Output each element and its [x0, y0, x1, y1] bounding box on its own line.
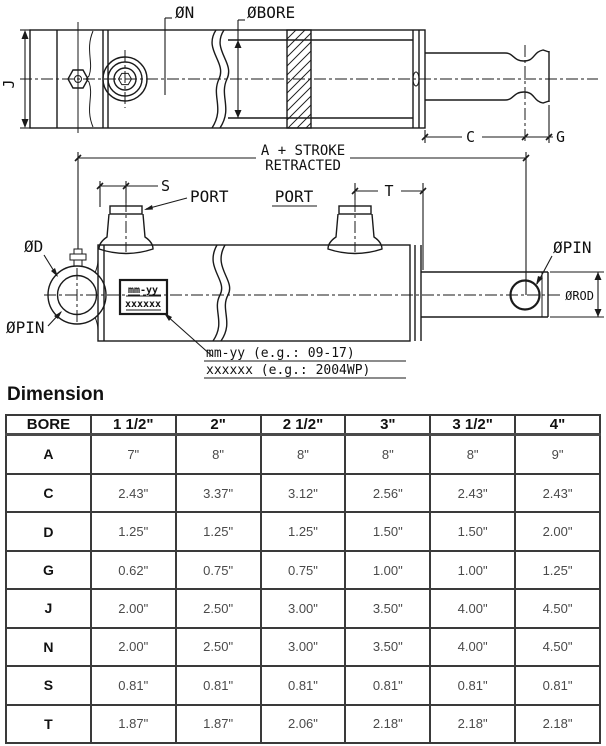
section-title: Dimension — [7, 384, 105, 405]
table-cell: 1.25" — [261, 512, 346, 550]
label-dia-n: ØN — [175, 3, 195, 22]
table-cell: 8" — [176, 435, 261, 474]
table-cell: 2.18" — [430, 705, 515, 743]
side-view-geometry — [44, 200, 560, 341]
table-cell: 0.75" — [176, 551, 261, 589]
table-cell: 0.81" — [515, 666, 600, 704]
table-cell: 8" — [345, 435, 430, 474]
note-line2: xxxxxx (e.g.: 2004WP) — [206, 363, 371, 378]
table-cell: 3.50" — [345, 589, 430, 627]
table-header-cell: 2" — [176, 415, 261, 435]
table-cell: 1.00" — [345, 551, 430, 589]
table-cell: 1.50" — [345, 512, 430, 550]
table-cell: 0.81" — [176, 666, 261, 704]
table-row — [6, 435, 600, 474]
table-header-cell: 3" — [345, 415, 430, 435]
label-dia-bore: ØBORE — [247, 3, 296, 22]
table-cell: 2.50" — [176, 589, 261, 627]
table-cell: 0.81" — [261, 666, 346, 704]
table-cell: 4.00" — [430, 589, 515, 627]
table-cell: 1.25" — [91, 512, 176, 550]
label-dia-d: ØD — [24, 237, 44, 256]
table-cell: 9" — [515, 435, 600, 474]
table-cell: 2.06" — [261, 705, 346, 743]
label-dim-t: T — [384, 182, 394, 200]
table-cell: 8" — [430, 435, 515, 474]
table-header-cell: 2 1/2" — [261, 415, 346, 435]
label-dim-s: S — [161, 177, 171, 195]
table-cell: 4.50" — [515, 589, 600, 627]
table-header-cell: 4" — [515, 415, 600, 435]
table-cell: 0.81" — [345, 666, 430, 704]
table-header-row — [6, 415, 600, 435]
row-label-cell: G — [6, 551, 91, 589]
table-cell: 2.00" — [91, 628, 176, 666]
table-cell: 1.25" — [515, 551, 600, 589]
dimension-table — [5, 414, 601, 744]
table-cell: 2.43" — [91, 474, 176, 512]
label-dim-g: G — [556, 128, 566, 146]
label-port-right: PORT — [274, 187, 314, 206]
table-row — [6, 551, 600, 589]
top-view-geometry — [20, 22, 598, 143]
note-line1: mm-yy (e.g.: 09-17) — [206, 346, 355, 361]
label-dia-pin-right: ØPIN — [553, 238, 592, 257]
table-cell: 0.81" — [91, 666, 176, 704]
table-cell: 2.00" — [515, 512, 600, 550]
label-dia-rod: ØROD — [565, 289, 594, 303]
table-cell: 3.12" — [261, 474, 346, 512]
table-cell: 2.18" — [345, 705, 430, 743]
table-cell: 7" — [91, 435, 176, 474]
table-header-cell: BORE — [6, 415, 91, 435]
row-label-cell: T — [6, 705, 91, 743]
table-cell: 4.50" — [515, 628, 600, 666]
row-label-cell: A — [6, 435, 91, 474]
table-cell: 1.87" — [91, 705, 176, 743]
table-cell: 1.00" — [430, 551, 515, 589]
table-cell: 1.25" — [176, 512, 261, 550]
table-row — [6, 628, 600, 666]
row-label-cell: C — [6, 474, 91, 512]
table-cell: 2.43" — [430, 474, 515, 512]
label-retracted: RETRACTED — [265, 158, 341, 174]
row-label-cell: S — [6, 666, 91, 704]
table-cell: 2.56" — [345, 474, 430, 512]
table-cell: 1.87" — [176, 705, 261, 743]
side-view-dimensions — [6, 177, 604, 378]
row-label-cell: J — [6, 589, 91, 627]
table-header-cell: 3 1/2" — [430, 415, 515, 435]
label-dia-pin-left: ØPIN — [6, 318, 45, 337]
row-label-cell: N — [6, 628, 91, 666]
tag-line2: xxxxxx — [124, 299, 162, 310]
table-cell: 2.50" — [176, 628, 261, 666]
label-dim-j: J — [0, 79, 18, 89]
table-cell: 2.18" — [515, 705, 600, 743]
table-row — [6, 589, 600, 627]
label-port-left: PORT — [190, 187, 229, 206]
table-cell: 1.50" — [430, 512, 515, 550]
table-cell: 4.00" — [430, 628, 515, 666]
table-cell: 3.00" — [261, 628, 346, 666]
id-tag — [120, 280, 167, 314]
table-cell: 3.37" — [176, 474, 261, 512]
table-row — [6, 705, 600, 743]
table-cell: 0.62" — [91, 551, 176, 589]
table-cell: 2.43" — [515, 474, 600, 512]
table-cell: 0.75" — [261, 551, 346, 589]
table-row — [6, 474, 600, 512]
tag-line1: mm-yy — [127, 285, 159, 296]
table-cell: 8" — [261, 435, 346, 474]
label-dim-c: C — [466, 128, 476, 146]
row-label-cell: D — [6, 512, 91, 550]
table-cell: 0.81" — [430, 666, 515, 704]
table-cell: 2.00" — [91, 589, 176, 627]
table-header-cell: 1 1/2" — [91, 415, 176, 435]
table-cell: 3.50" — [345, 628, 430, 666]
table-cell: 3.00" — [261, 589, 346, 627]
table-row — [6, 666, 600, 704]
table-row — [6, 512, 600, 550]
label-a-stroke: A + STROKE — [260, 143, 346, 159]
